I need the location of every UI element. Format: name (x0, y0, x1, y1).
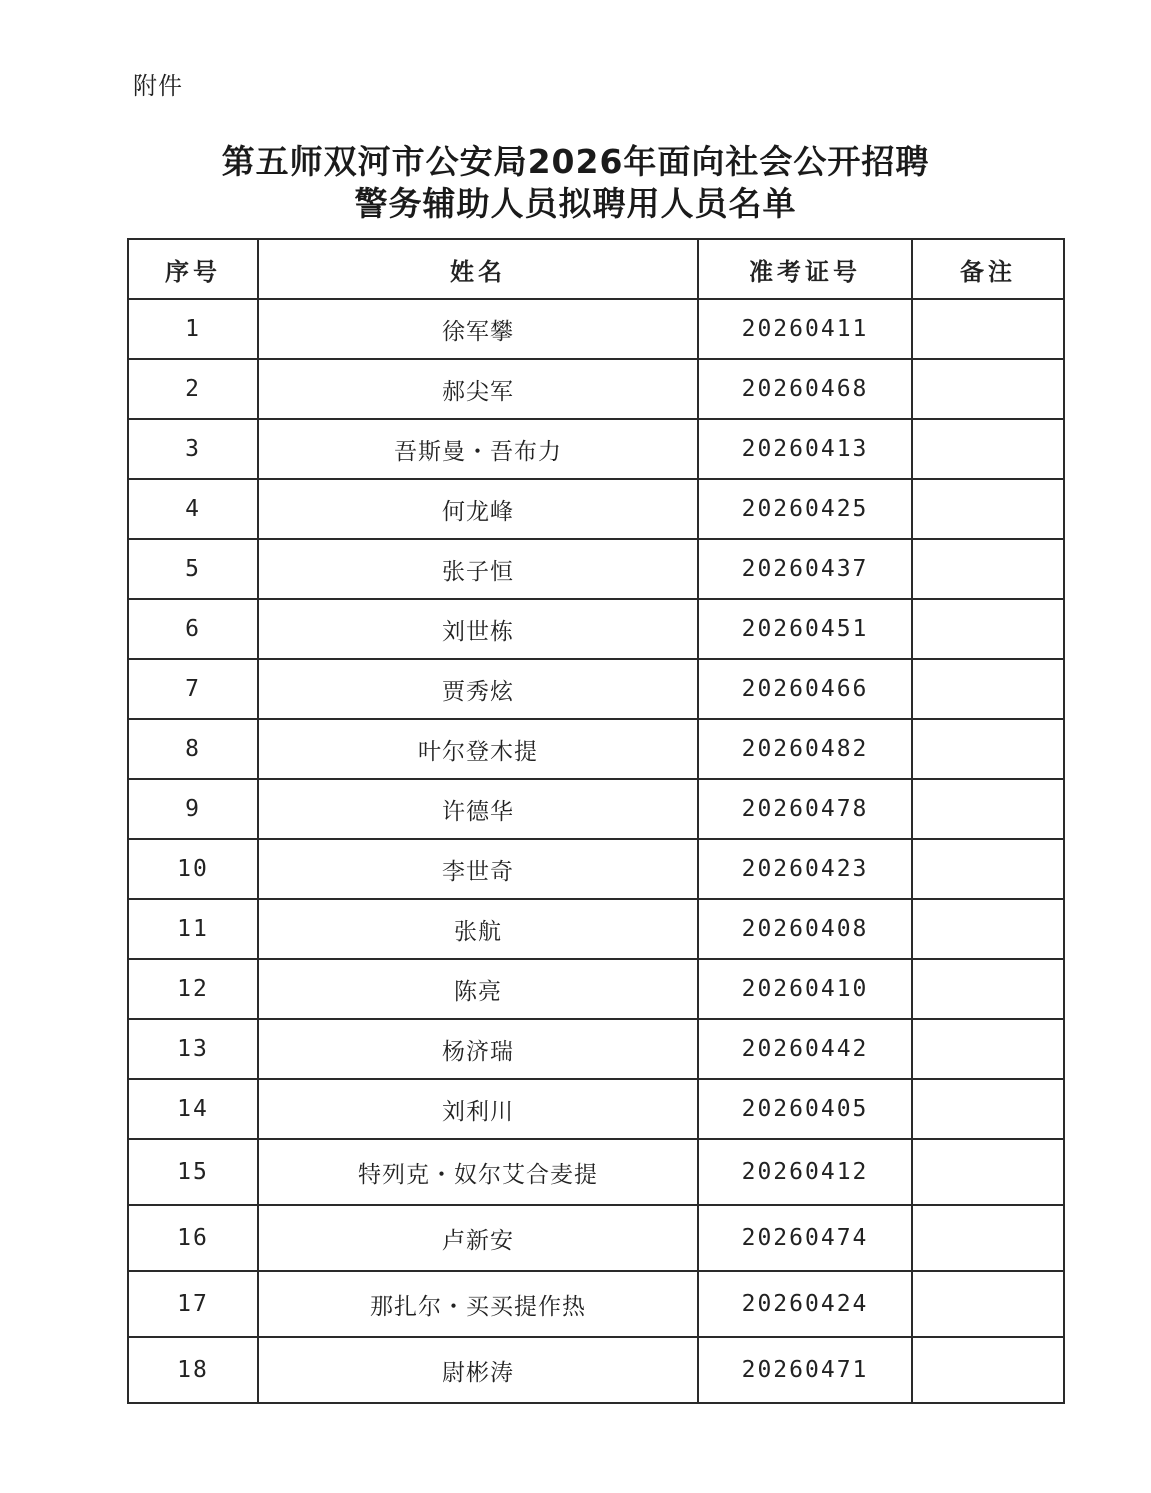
roster-table (127, 238, 1065, 1404)
cell-number: 6 (128, 599, 258, 659)
cell-number: 15 (128, 1139, 258, 1205)
cell-exam-number: 20260471 (698, 1337, 912, 1403)
cell-remark (912, 479, 1064, 539)
cell-remark (912, 1205, 1064, 1271)
cell-name: 吾斯曼・吾布力 (258, 419, 698, 479)
cell-number: 7 (128, 659, 258, 719)
cell-name: 张航 (258, 899, 698, 959)
cell-exam-number: 20260413 (698, 419, 912, 479)
roster-table-header (128, 239, 1064, 299)
column-header-number: 序号 (128, 239, 258, 299)
cell-name: 特列克・奴尔艾合麦提 (258, 1139, 698, 1205)
column-header-exam-number: 准考证号 (698, 239, 912, 299)
cell-number: 17 (128, 1271, 258, 1337)
table-row (128, 839, 1064, 899)
cell-number: 5 (128, 539, 258, 599)
cell-exam-number: 20260482 (698, 719, 912, 779)
table-row (128, 299, 1064, 359)
table-row (128, 719, 1064, 779)
cell-exam-number: 20260408 (698, 899, 912, 959)
cell-number: 12 (128, 959, 258, 1019)
cell-exam-number: 20260405 (698, 1079, 912, 1139)
attachment-label: 附件 (133, 72, 183, 100)
cell-exam-number: 20260474 (698, 1205, 912, 1271)
cell-number: 3 (128, 419, 258, 479)
cell-remark (912, 1139, 1064, 1205)
cell-exam-number: 20260478 (698, 779, 912, 839)
table-row (128, 659, 1064, 719)
cell-remark (912, 839, 1064, 899)
cell-number: 9 (128, 779, 258, 839)
cell-name: 贾秀炫 (258, 659, 698, 719)
cell-name: 何龙峰 (258, 479, 698, 539)
cell-number: 18 (128, 1337, 258, 1403)
column-header-name: 姓名 (258, 239, 698, 299)
table-row (128, 1337, 1064, 1403)
cell-number: 11 (128, 899, 258, 959)
cell-number: 4 (128, 479, 258, 539)
table-row (128, 1205, 1064, 1271)
cell-number: 1 (128, 299, 258, 359)
cell-number: 16 (128, 1205, 258, 1271)
document-title-line-1: 第五师双河市公安局2026年面向社会公开招聘 (221, 142, 930, 181)
table-row (128, 1019, 1064, 1079)
cell-exam-number: 20260437 (698, 539, 912, 599)
cell-name: 杨济瑞 (258, 1019, 698, 1079)
roster-table-body (128, 299, 1064, 1403)
cell-name: 叶尔登木提 (258, 719, 698, 779)
cell-remark (912, 1337, 1064, 1403)
table-row (128, 1079, 1064, 1139)
cell-name: 陈亮 (258, 959, 698, 1019)
cell-exam-number: 20260423 (698, 839, 912, 899)
table-row (128, 779, 1064, 839)
cell-number: 14 (128, 1079, 258, 1139)
column-header-remark: 备注 (912, 239, 1064, 299)
table-row (128, 1271, 1064, 1337)
cell-remark (912, 1079, 1064, 1139)
cell-number: 13 (128, 1019, 258, 1079)
cell-name: 那扎尔・买买提作热 (258, 1271, 698, 1337)
table-row (128, 899, 1064, 959)
cell-remark (912, 599, 1064, 659)
cell-remark (912, 539, 1064, 599)
table-row (128, 359, 1064, 419)
cell-remark (912, 419, 1064, 479)
cell-exam-number: 20260442 (698, 1019, 912, 1079)
cell-name: 李世奇 (258, 839, 698, 899)
cell-name: 张子恒 (258, 539, 698, 599)
cell-name: 尉彬涛 (258, 1337, 698, 1403)
cell-remark (912, 359, 1064, 419)
cell-exam-number: 20260468 (698, 359, 912, 419)
cell-name: 徐军攀 (258, 299, 698, 359)
cell-exam-number: 20260424 (698, 1271, 912, 1337)
table-row (128, 539, 1064, 599)
table-row (128, 479, 1064, 539)
cell-name: 郝尖军 (258, 359, 698, 419)
table-row (128, 1139, 1064, 1205)
cell-remark (912, 299, 1064, 359)
cell-remark (912, 1019, 1064, 1079)
cell-exam-number: 20260412 (698, 1139, 912, 1205)
cell-remark (912, 899, 1064, 959)
cell-remark (912, 1271, 1064, 1337)
cell-exam-number: 20260451 (698, 599, 912, 659)
cell-remark (912, 719, 1064, 779)
cell-exam-number: 20260410 (698, 959, 912, 1019)
table-row (128, 599, 1064, 659)
cell-name: 许德华 (258, 779, 698, 839)
cell-name: 卢新安 (258, 1205, 698, 1271)
table-row (128, 419, 1064, 479)
table-row (128, 959, 1064, 1019)
document-title-line-2: 警务辅助人员拟聘用人员名单 (354, 184, 797, 223)
cell-name: 刘利川 (258, 1079, 698, 1139)
cell-number: 10 (128, 839, 258, 899)
cell-remark (912, 779, 1064, 839)
cell-exam-number: 20260411 (698, 299, 912, 359)
cell-exam-number: 20260425 (698, 479, 912, 539)
cell-exam-number: 20260466 (698, 659, 912, 719)
cell-number: 8 (128, 719, 258, 779)
cell-remark (912, 959, 1064, 1019)
header-row (128, 239, 1064, 299)
cell-remark (912, 659, 1064, 719)
cell-number: 2 (128, 359, 258, 419)
cell-name: 刘世栋 (258, 599, 698, 659)
